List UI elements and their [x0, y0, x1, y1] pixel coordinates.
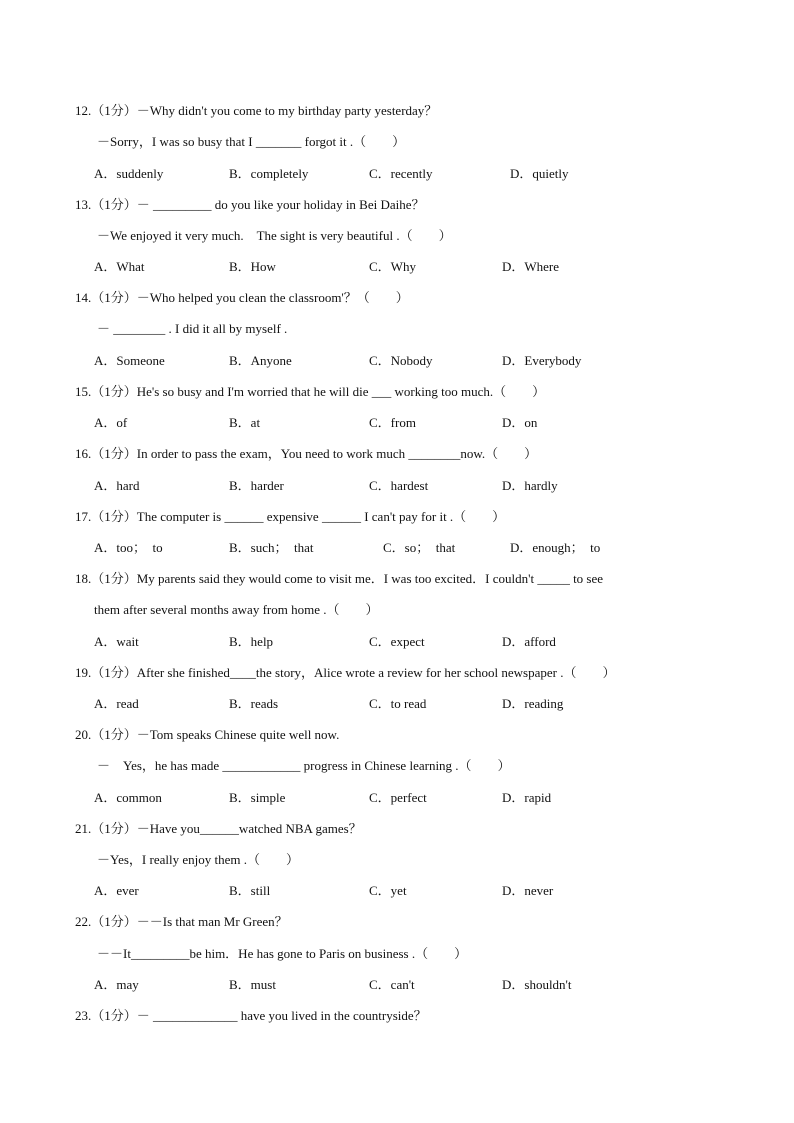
question-12-option-c: C．recently	[369, 166, 433, 181]
question-15-option-c: C．from	[369, 415, 416, 430]
question-22-option-b: B．must	[229, 977, 276, 992]
question-21-stem: 21.（1分）－Have you______watched NBA games？	[75, 821, 362, 836]
question-18-option-d: D．afford	[502, 634, 556, 649]
question-18-option-c: C．expect	[369, 634, 425, 649]
question-14-option-c: C．Nobody	[369, 353, 433, 368]
question-17-stem: 17.（1分）The computer is ______ expensive ______ I can't pay for it .（ ）	[75, 509, 506, 524]
question-13-option-b: B．How	[229, 259, 276, 274]
question-14-option-d: D．Everybody	[502, 353, 582, 368]
question-18-option-b: B．help	[229, 634, 274, 649]
question-16-option-d: D．hardly	[502, 478, 558, 493]
question-15-stem: 15.（1分）He's so busy and I'm worried that he will die ___ working too much.（ ）	[75, 384, 546, 399]
question-13-stem: 13.（1分）－ _________ do you like your holiday in Bei Daihe？	[75, 197, 425, 212]
question-16-option-c: C．hardest	[369, 478, 429, 493]
question-23-stem: 23.（1分）－ _____________ have you lived in the countryside？	[75, 1008, 427, 1023]
question-18-stem: 18.（1分）My parents said they would come to visit me．I was too excited．I couldn't _____ to see	[75, 571, 604, 586]
question-21-option-c: C．yet	[369, 883, 407, 898]
question-19-option-c: C．to read	[369, 696, 427, 711]
question-16-stem: 16.（1分）In order to pass the exam，You need to work much ________now.（ ）	[75, 446, 538, 461]
question-21-continuation: －Yes，I really enjoy them .（ ）	[97, 852, 299, 867]
question-20-continuation: － Yes，he has made ____________ progress in Chinese learning .（ ）	[97, 758, 511, 773]
question-16-option-b: B．harder	[229, 478, 284, 493]
question-12-stem: 12.（1分）－Why didn't you come to my birthday party yesterday？	[75, 103, 438, 118]
question-22-stem: 22.（1分）－－Is that man Mr Green？	[75, 914, 288, 929]
question-21-option-b: B．still	[229, 883, 271, 898]
question-15-option-d: D．on	[502, 415, 538, 430]
question-20-option-b: B．simple	[229, 790, 286, 805]
question-22-continuation: －－It_________be him．He has gone to Paris on business .（ ）	[97, 946, 468, 961]
question-20-option-c: C．perfect	[369, 790, 427, 805]
question-13-continuation: －We enjoyed it very much. The sight is very beautiful .（ ）	[97, 228, 452, 243]
question-18-option-a: A．wait	[94, 634, 139, 649]
question-18-continuation: them after several months away from home .（ ）	[94, 602, 379, 617]
question-14-option-b: B．Anyone	[229, 353, 292, 368]
question-13-option-a: A．What	[94, 259, 145, 274]
question-22-option-c: C．can't	[369, 977, 415, 992]
question-17-option-d: D．enough； to	[510, 540, 601, 555]
question-13-option-d: D．Where	[502, 259, 560, 274]
question-14-option-a: A．Someone	[94, 353, 165, 368]
question-19-option-a: A．read	[94, 696, 139, 711]
question-19-stem: 19.（1分）After she finished____the story，Alice wrote a review for her school newspaper .（ ）	[75, 665, 616, 680]
question-17-option-c: C．so； that	[383, 540, 456, 555]
question-21-option-d: D．never	[502, 883, 554, 898]
question-20-option-d: D．rapid	[502, 790, 552, 805]
question-17-option-b: B．such； that	[229, 540, 314, 555]
question-12-option-b: B．completely	[229, 166, 309, 181]
question-22-option-a: A．may	[94, 977, 139, 992]
question-16-option-a: A．hard	[94, 478, 140, 493]
question-22-option-d: D．shouldn't	[502, 977, 572, 992]
question-12-option-d: D．quietly	[510, 166, 569, 181]
question-15-option-b: B．at	[229, 415, 261, 430]
question-19-option-d: D．reading	[502, 696, 564, 711]
question-21-option-a: A．ever	[94, 883, 139, 898]
question-19-option-b: B．reads	[229, 696, 279, 711]
question-14-continuation: － ________ . I did it all by myself .	[97, 321, 288, 336]
question-12-continuation: －Sorry，I was so busy that I _______ forgot it .（ ）	[97, 134, 406, 149]
question-20-stem: 20.（1分）－Tom speaks Chinese quite well now.	[75, 727, 340, 742]
question-13-option-c: C．Why	[369, 259, 416, 274]
question-17-option-a: A．too； to	[94, 540, 163, 555]
question-14-stem: 14.（1分）－Who helped you clean the classroom'？（ ）	[75, 290, 409, 305]
question-20-option-a: A．common	[94, 790, 162, 805]
question-12-option-a: A．suddenly	[94, 166, 164, 181]
question-15-option-a: A．of	[94, 415, 128, 430]
